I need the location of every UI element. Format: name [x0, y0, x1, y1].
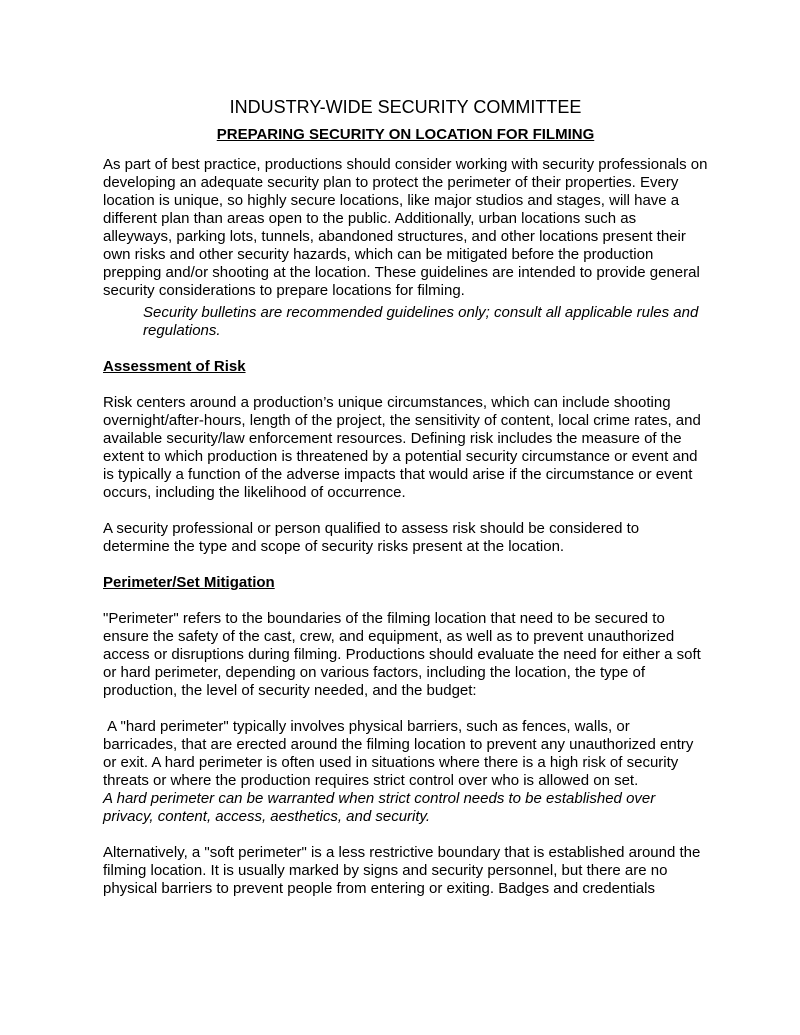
document-subtitle: PREPARING SECURITY ON LOCATION FOR FILMING — [216, 126, 595, 143]
disclaimer-note: Security bulletins are recommended guidelines only; consult all applicable rules and regulations. — [143, 304, 699, 339]
soft-perimeter-paragraph: Alternatively, a "soft perimeter" is a less restrictive boundary that is established around the filming location. It is usually marked by signs and security personnel, but there are no physical barriers to prevent people from entering or exiting. Badges and credentials — [103, 844, 701, 897]
section-heading-risk: Assessment of Risk — [103, 358, 246, 375]
spacer — [103, 376, 708, 394]
hard-perimeter-paragraph: A "hard perimeter" typically involves physical barriers, such as fences, walls, or barricades, that are erected around the filming location to prevent any unauthorized entry or exit. A hard perimeter is often used in situations where there is a high risk of security threats or where the production requires strict control over who is allowed on set. — [103, 718, 698, 789]
document-page — [103, 96, 708, 898]
spacer — [103, 700, 708, 718]
risk-paragraph-2: A security professional or person qualified to assess risk should be considered to determine the type and scope of security risks present at the location. — [103, 520, 640, 555]
perimeter-paragraph-1: "Perimeter" refers to the boundaries of the filming location that need to be secured to ensure the safety of the cast, crew, and equipment, as well as to prevent unauthorized access or disruptions during filming. Productions should evaluate the need for either a soft or hard perimeter, depending on various factors, including the location, the type of production, the level of security needed, and the budget: — [103, 610, 701, 699]
document-title: INDUSTRY-WIDE SECURITY COMMITTEE — [229, 97, 582, 117]
section-heading-perimeter: Perimeter/Set Mitigation — [103, 574, 275, 591]
risk-paragraph-1: Risk centers around a production’s unique circumstances, which can include shooting overnight/after-hours, length of the project, the sensitivity of content, local crime rates, and available security/law enforcement resources. Defining risk includes the measure of the extent to which production is threatened by a potential security circumstance or event and is typically a function of the adverse impacts that would arise if the circumstance or event occurs, including the likelihood of occurrence. — [103, 394, 701, 501]
hard-perimeter-note: A hard perimeter can be warranted when strict control needs to be established over privacy, content, access, aesthetics, and security. — [103, 790, 656, 825]
spacer — [103, 826, 708, 844]
spacer — [103, 502, 708, 520]
spacer — [103, 340, 708, 358]
spacer — [103, 556, 708, 574]
spacer — [103, 592, 708, 610]
intro-paragraph: As part of best practice, productions should consider working with security professionals on developing an adequate security plan to protect the perimeter of their properties. Every location is unique, so highly secure locations, like major studios and stages, will have a different plan than areas open to the public. Additionally, urban locations such as alleyways, parking lots, tunnels, abandoned structures, and other locations present their own risks and other security hazards, which can be mitigated before the production prepping and/or shooting at the location. These guidelines are intended to provide general security considerations to prepare locations for filming. — [103, 156, 708, 299]
